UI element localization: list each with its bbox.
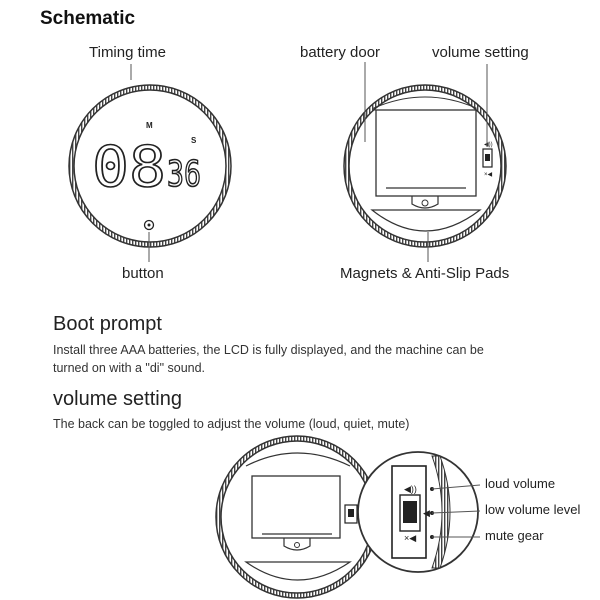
label-loud-volume: loud volume <box>485 476 556 491</box>
seconds-unit: S <box>191 136 197 145</box>
volume-setting-text: The back can be toggled to adjust the volume (loud, quiet, mute) <box>53 417 410 431</box>
boot-prompt-heading: Boot prompt <box>53 313 162 335</box>
volume-detail-view <box>216 436 480 598</box>
svg-text:◀)): ◀)) <box>484 142 493 148</box>
minutes-unit: M <box>146 121 153 130</box>
timer-back-view <box>344 62 506 262</box>
label-magnets-anti-slip-pads: Magnets & Anti-Slip Pads <box>340 265 510 282</box>
battery-door <box>376 110 476 196</box>
svg-text:◀: ◀ <box>423 508 430 518</box>
schematic-title: Schematic <box>40 8 136 29</box>
label-volume-setting: volume setting <box>432 44 529 61</box>
label-low-volume-level: low volume level <box>485 502 581 517</box>
lcd-minutes: 08 <box>92 135 166 200</box>
svg-text:×◀: ×◀ <box>484 172 493 178</box>
svg-text:×◀: ×◀ <box>404 533 417 543</box>
label-button: button <box>122 265 164 282</box>
label-timing-time: Timing time <box>89 44 166 61</box>
boot-prompt-text: Install three AAA batteries, the LCD is fully displayed, and the machine can be turned on with a "di" sound. <box>53 343 484 375</box>
label-mute-gear: mute gear <box>485 528 544 543</box>
svg-text:◀)): ◀)) <box>404 484 417 494</box>
timer-front-view <box>69 64 231 262</box>
volume-setting-heading: volume setting <box>53 388 182 410</box>
label-battery-door: battery door <box>300 44 381 61</box>
lcd-seconds: 36 <box>167 154 201 195</box>
